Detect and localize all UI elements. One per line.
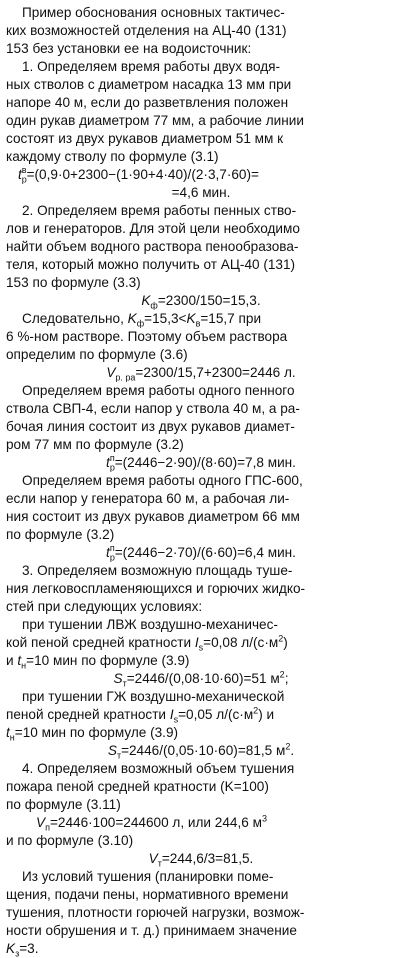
text-line: по формуле (3.2) [6, 527, 115, 542]
text-line: теля, который можно получить от АЦ-40 (131) [6, 257, 296, 272]
text-line: 3. Определяем возможную площадь туше- [22, 563, 293, 578]
text-line: при тушении ЛВЖ воздушно-механичес- [22, 617, 278, 632]
text-line: каждому стволу по формуле (3.1) [6, 149, 219, 164]
text-line: Определяем время работы одного пенного [22, 383, 295, 398]
text-line: бочая линия состоит из двух рукавов диамет- [6, 419, 295, 434]
text-line: ствола СВП-4, если напор у ствола 40 м, а ра- [6, 401, 300, 416]
text-line: кой пеной средней кратности $I_s=0,08$ $л/(с\cdot м^2)$ [6, 634, 288, 652]
formula-3: $V_{р. ра}=2300/15,7+2300=2446$ л. [106, 365, 296, 382]
text-line: 1. Определяем время работы двух водя- [22, 59, 281, 74]
text-line: ких возможностей отделения на АЦ-40 (131) [6, 23, 287, 38]
text-line: 2. Определяем время работы пенных ство- [22, 203, 297, 218]
text-line: напоре 40 м, если до разветвления положен [6, 95, 289, 110]
text-line: один рукав диаметром 77 мм, а рабочие линии [6, 113, 304, 128]
text-line: тушения, плотности горючей нагрузки, возмож- [6, 905, 305, 920]
text-line: и $t_н=10$ мин по формуле (3.9) [6, 653, 190, 670]
text-line: если напор у генератора 60 м, а рабочая ли- [6, 491, 290, 506]
text-line: лов и генераторов. Для этой цели необходимо [6, 221, 300, 236]
text-line: 6 %-ном растворе. Поэтому объем раствора [6, 329, 288, 344]
text-line: ния состоит из двух рукавов диаметром 66 мм [6, 509, 300, 524]
text-line: при тушении ГЖ воздушно-механической [22, 689, 285, 704]
text-line: найти объем водного раствора пенообразова- [6, 239, 299, 254]
formula-1: $t_р^в=(0,9\cdot 0+2300-(1\cdot 90+4\cdot 40)/(2\cdot 3,7\cdot 60)=$ [18, 166, 259, 184]
text-line: Пример обоснования основных тактичес- [22, 5, 285, 20]
text-line: определим по формуле (3.6) [6, 347, 188, 362]
text-line: пеной средней кратности $I_s=0,05$ $л/(с\cdot м^2)$ и [6, 706, 275, 724]
text-line: Из условий тушения (планировки поме- [22, 869, 274, 884]
formula-1-result: =4,6 мин. [171, 185, 231, 200]
text-line: состоят из двух рукавов диаметром 51 мм к [6, 131, 284, 146]
text-line: ния легковоспламеняющихся и горючих жидко- [6, 581, 306, 596]
text-line: ных стволов с диаметром насадка 13 мм при [6, 77, 292, 92]
text-line: ности обрушения и т. д.) принимаем значение [6, 923, 297, 938]
formula-7: $S_т=2446/(0,05\cdot 10\cdot 60)=81,5$ $м^2$. [107, 742, 295, 760]
text-line: по формуле (3.11) [6, 797, 121, 812]
text-line: ром 77 мм по формуле (3.2) [6, 437, 184, 452]
text-line: $t_н=10$ мин по формуле (3.9) [6, 725, 179, 742]
text-line: 153 по формуле (3.3) [6, 275, 141, 290]
formula-8: $V_п=2446\cdot 100=244600$ л, или 244,6 $м^3$ [36, 814, 267, 832]
text-line: и по формуле (3.10) [6, 833, 134, 848]
text-line: 4. Определяем возможный объем тушения [22, 761, 295, 776]
text-line: пожара пеной средней кратности (K=100) [6, 779, 269, 794]
text-line: $K_з=3$. [6, 941, 39, 958]
text-line: 153 без установки ее на водоисточник: [6, 41, 252, 56]
formula-2: $K_ф=2300/150=15,3$. [141, 293, 261, 310]
text-line: щения, подачи пены, нормативного времени [6, 887, 289, 902]
formula-6: $S_т=2446/(0,08\cdot 10\cdot 60)=51$ $м^2$; [113, 670, 289, 688]
formula-5: $t_р^п=(2446-2\cdot 70)/(6\cdot 60)=6,4$ мин. [106, 544, 296, 562]
text-line: стей при следующих условиях: [6, 599, 203, 614]
formula-9: $V_т=244,6/3=81,5$. [148, 851, 254, 868]
text-line: Определяем время работы одного ГПС-600, [22, 473, 303, 488]
formula-4: $t_р^п=(2446-2\cdot 90)/(8\cdot 60)=7,8$ мин. [106, 454, 296, 472]
text-line: Следовательно, $K_ф=15,3<K_в=15,7$ при [22, 311, 262, 328]
